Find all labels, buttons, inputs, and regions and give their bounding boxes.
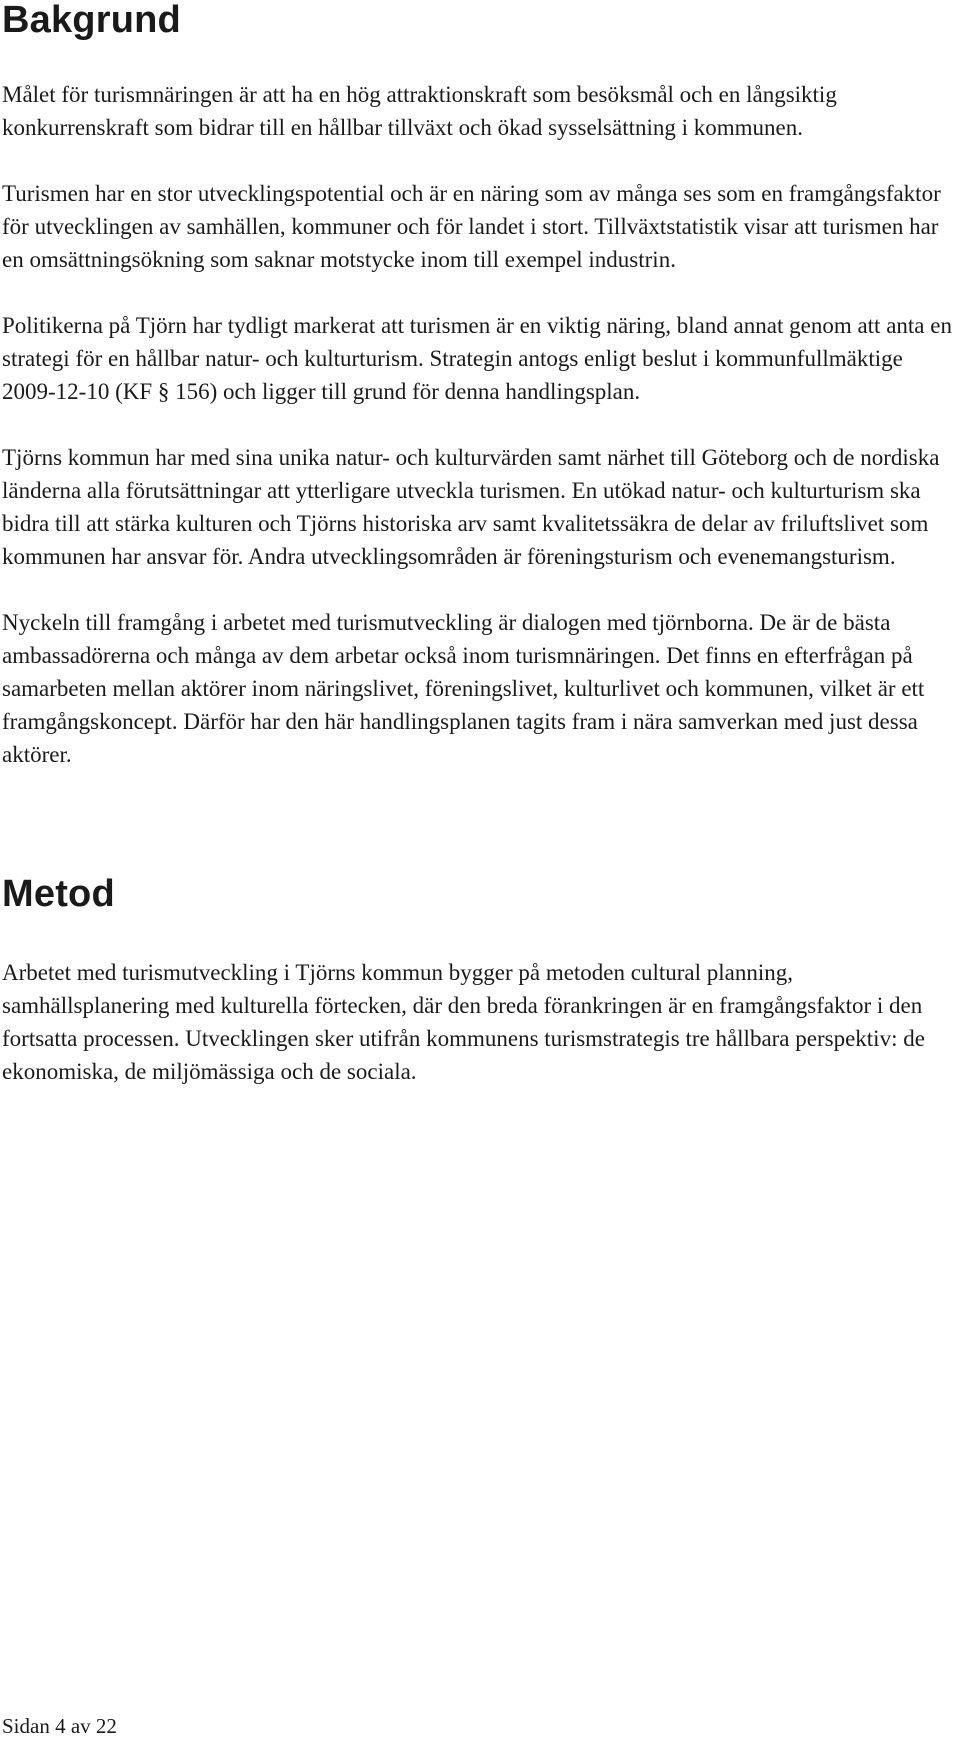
paragraph-1: Målet för turismnäringen är att ha en hög attraktionskraft som besöksmål och en långsiktig konkurrenskraft som bidrar till en hållbar tillväxt och ökad sysselsättning i kommunen. [2,82,837,140]
section-heading-metod: Metod [2,873,115,915]
page-number-footer: Sidan 4 av 22 [2,1714,117,1738]
paragraph-4: Tjörns kommun har med sina unika natur- och kulturvärden samt närhet till Göteborg och de nordiska länderna alla förutsättningar att ytterligare utveckla turismen. En utökad natur- och kulturturism ska bidra till att stärka kulturen och Tjörns historiska arv samt kvalitetssäkra de delar av friluftslivet som kommunen har ansvar för. Andra utvecklingsområden är föreningsturism och evenemangsturism. [2,445,940,569]
paragraph-5: Nyckeln till framgång i arbetet med turismutveckling är dialogen med tjörnborna. De är de bästa ambassadörerna och många av dem arbetar också inom turismnäringen. Det finns en efterfrågan på samarbeten mellan aktörer inom näringslivet, föreningslivet, kulturlivet och kommunen, vilket är ett framgångskoncept. Därför har den här handlingsplanen tagits fram i nära samverkan med just dessa aktörer. [2,610,925,767]
document-page [2,0,954,1088]
paragraph-2: Turismen har en stor utvecklingspotential och är en näring som av många ses som en framgångsfaktor för utvecklingen av samhällen, kommuner och för landet i stort. Tillväxtstatistik visar att turismen har en omsättningsökning som saknar motstycke inom till exempel industrin. [2,181,941,272]
section-heading-bakgrund: Bakgrund [2,0,181,41]
paragraph-6: Arbetet med turismutveckling i Tjörns kommun bygger på metoden cultural planning, samhällsplanering med kulturella förtecken, där den breda förankringen är en framgångsfaktor i den fortsatta processen. Utvecklingen sker utifrån kommunens turismstrategis tre hållbara perspektiv: de ekonomiska, de miljömässiga och de sociala. [2,960,925,1084]
paragraph-3: Politikerna på Tjörn har tydligt markerat att turismen är en viktig näring, bland annat genom att anta en strategi för en hållbar natur- och kulturturism. Strategin antogs enligt beslut i kommunfullmäktige 2009-12-10 (KF § 156) och ligger till grund för denna handlingsplan. [2,313,952,404]
